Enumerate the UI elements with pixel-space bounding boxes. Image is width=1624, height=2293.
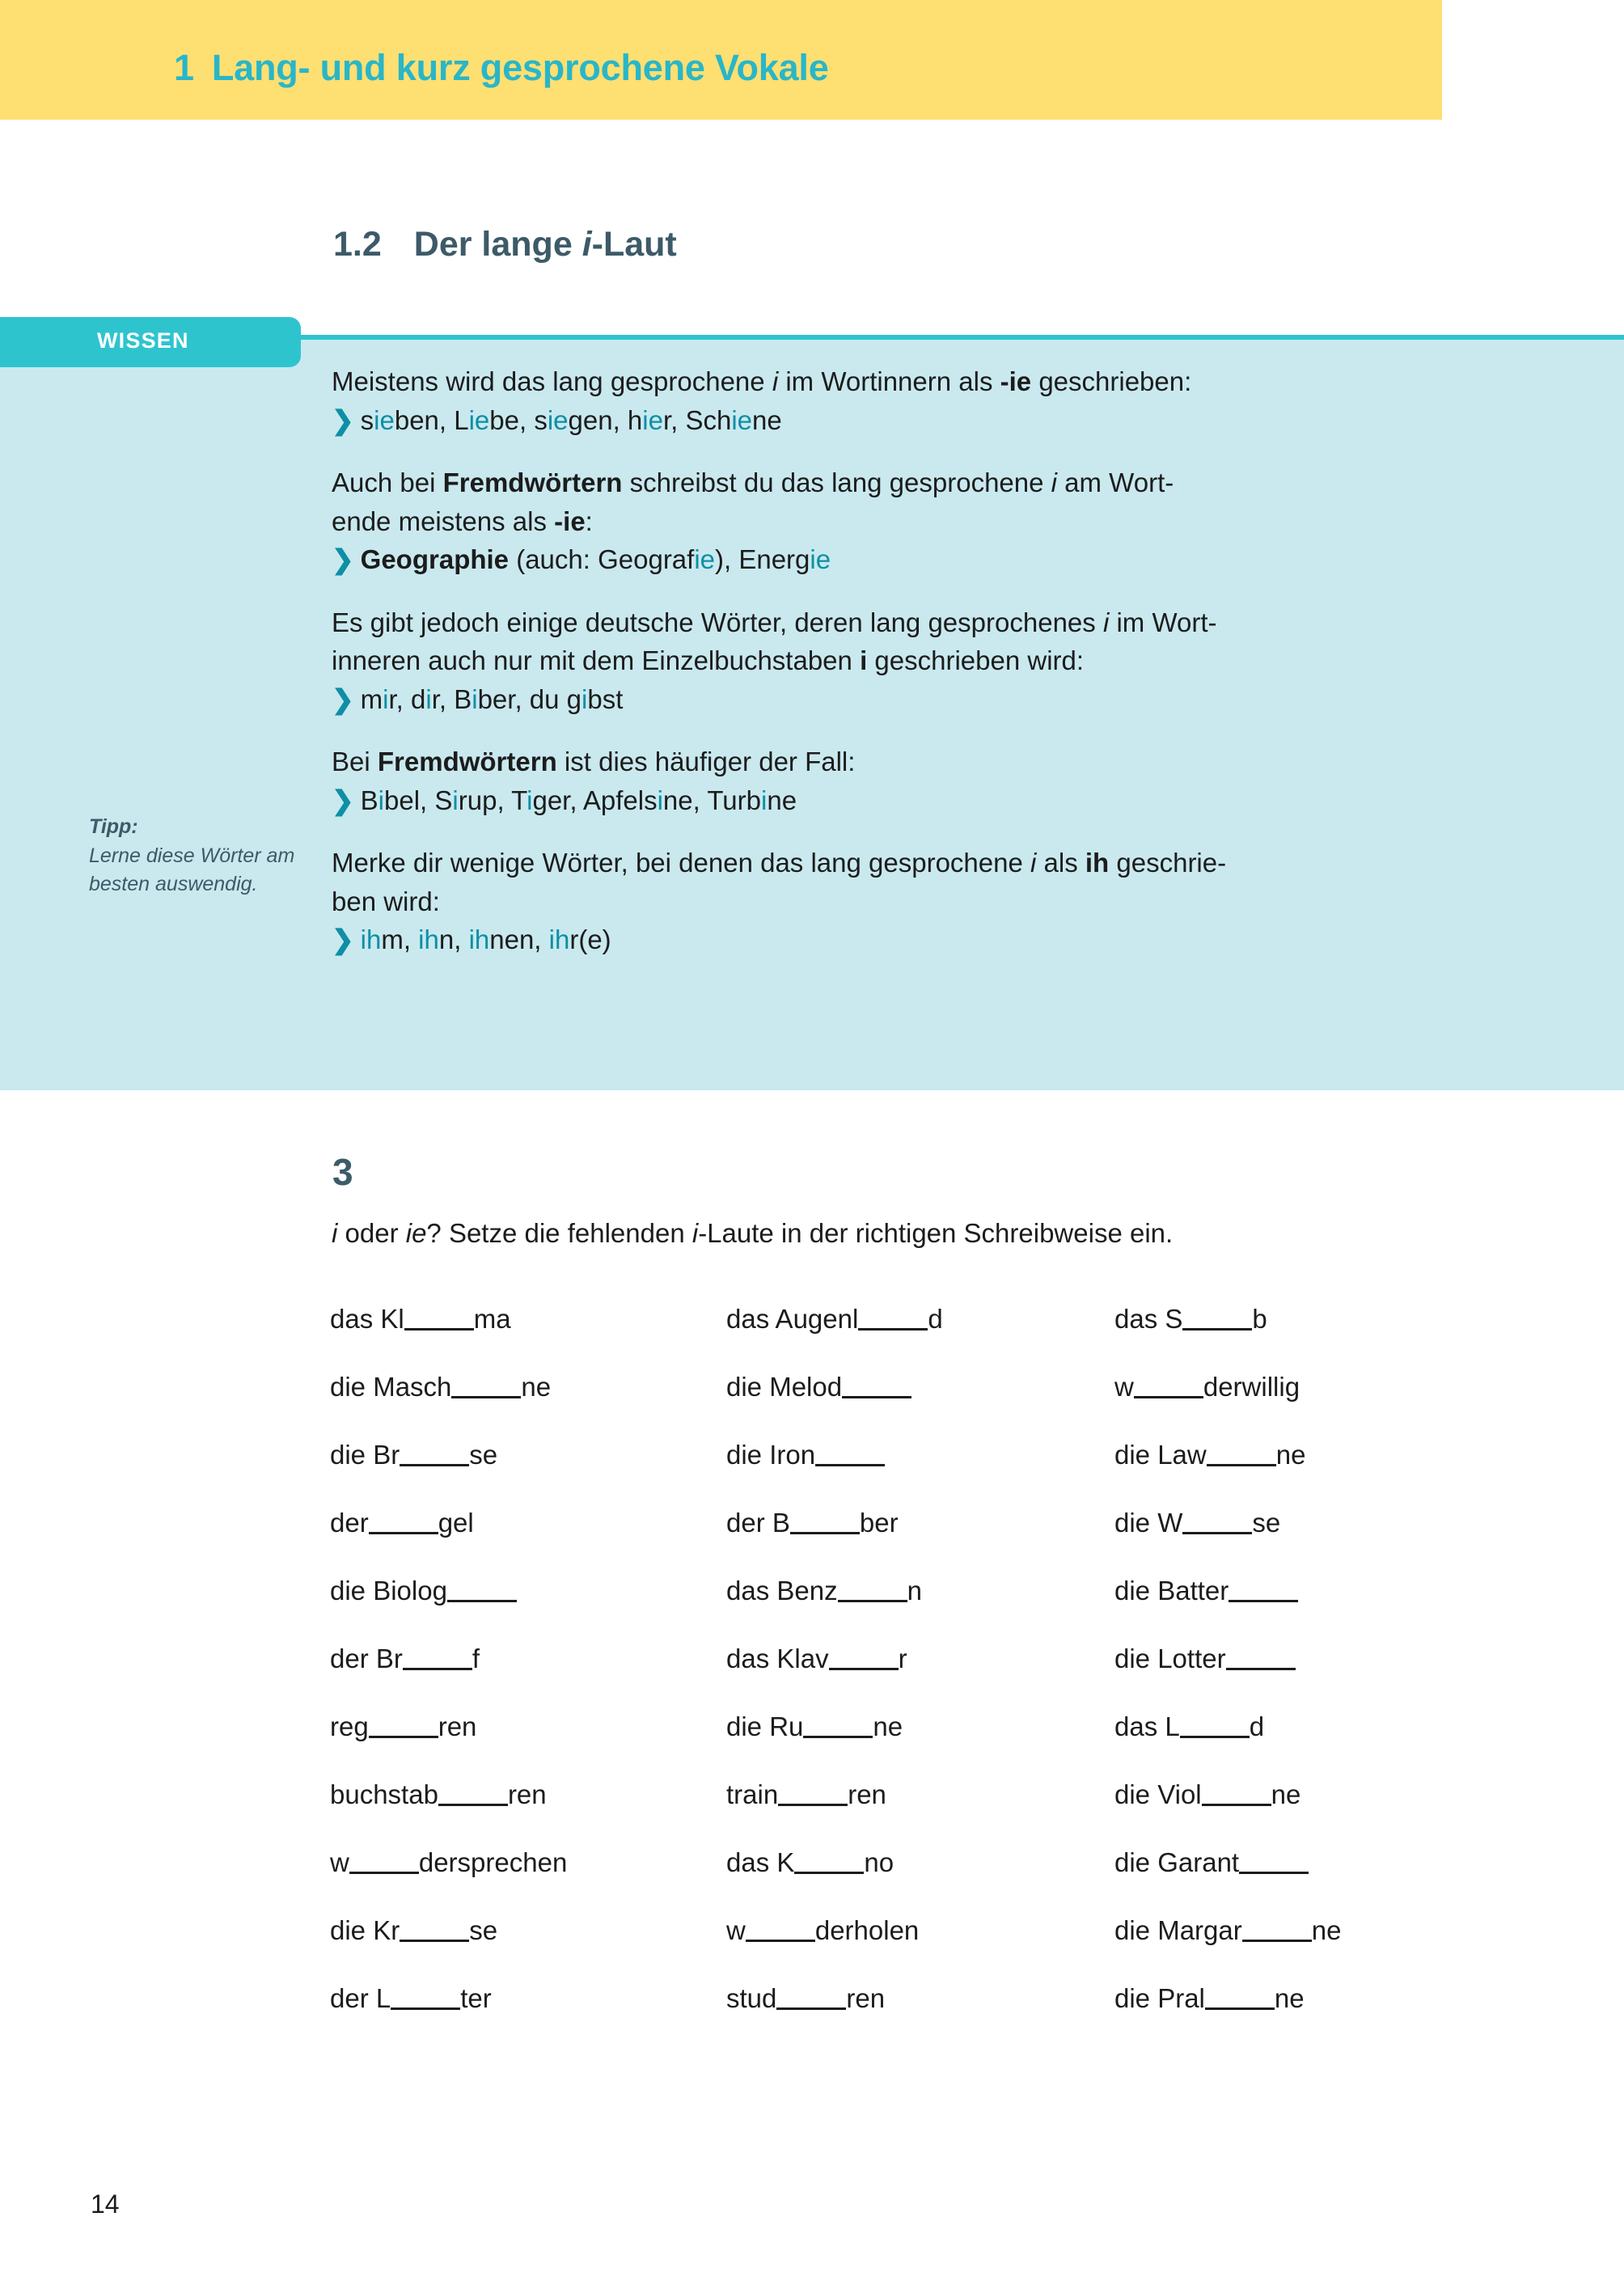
wissen-p3-text-a: Es gibt jedoch einige deutsche Wörter, deren lang gesprochenes	[332, 607, 1103, 637]
exercise-prompt	[332, 1218, 1173, 1249]
exercise-item	[726, 1508, 1114, 1576]
wissen-p2-examples-line	[332, 540, 1480, 579]
wissen-paragraph-5	[332, 844, 1480, 959]
wissen-p4-text-a: Bei	[332, 747, 378, 777]
exercise-item-prefix: die W	[1114, 1508, 1183, 1538]
answer-blank[interactable]	[404, 1304, 474, 1331]
answer-blank[interactable]	[1207, 1440, 1276, 1466]
answer-blank[interactable]	[1239, 1847, 1309, 1874]
answer-blank[interactable]	[838, 1576, 907, 1602]
exercise-item	[726, 1779, 1114, 1847]
answer-blank[interactable]	[400, 1915, 469, 1942]
exercise-item-suffix: d	[928, 1304, 943, 1334]
answer-blank[interactable]	[1134, 1372, 1203, 1398]
wissen-p2-line2-b: :	[585, 506, 593, 536]
exercise-item-suffix: se	[1252, 1508, 1281, 1538]
exercise-item	[330, 1711, 726, 1779]
wissen-p5-em: i	[1030, 848, 1037, 878]
answer-blank[interactable]	[790, 1508, 860, 1534]
answer-blank[interactable]	[829, 1644, 899, 1670]
answer-blank[interactable]	[403, 1644, 472, 1670]
exercise-item-prefix: der Br	[330, 1644, 403, 1673]
chapter-title	[174, 47, 829, 89]
bullet-arrow-icon: ❯	[332, 544, 354, 575]
wissen-p5-examples: ihm, ihn, ihnen, ihr(e)	[360, 924, 611, 955]
exercise-item-prefix: das S	[1114, 1304, 1183, 1334]
wissen-p2-line2-a: ende meistens als	[332, 506, 555, 536]
wissen-tab	[0, 317, 301, 367]
tipp-label: Tipp:	[89, 815, 138, 838]
exercise-item-prefix: die Masch	[330, 1372, 452, 1402]
exercise-number: 3	[332, 1151, 353, 1193]
exercise-item-prefix: die Margar	[1114, 1915, 1242, 1945]
exercise-item-prefix: der B	[726, 1508, 790, 1538]
wissen-p2-line2-bold: -ie	[554, 506, 586, 536]
exercise-item-prefix: die Law	[1114, 1440, 1207, 1470]
exercise-answer-grid	[330, 1304, 1462, 2051]
wissen-p2-em: i	[1051, 467, 1057, 498]
exercise-item-prefix: buchstab	[330, 1779, 438, 1809]
page-number: 14	[91, 2189, 120, 2219]
wissen-p3-line2	[332, 641, 1480, 680]
wissen-paragraph-4	[332, 742, 1480, 819]
exercise-item	[330, 1847, 726, 1915]
wissen-p5-text-c: geschrie-	[1109, 848, 1227, 878]
wissen-p3-examples: mir, dir, Biber, du gibst	[360, 683, 624, 714]
wissen-p1-text-c: geschrieben:	[1031, 366, 1192, 396]
exercise-item	[1114, 1779, 1462, 1847]
exercise-item	[330, 1304, 726, 1372]
exercise-item	[1114, 1644, 1462, 1711]
wissen-p3-line2-b: geschrieben wird:	[867, 645, 1085, 676]
wissen-p3-line2-a: inneren auch nur mit dem Einzelbuchstaben	[332, 645, 861, 676]
exercise-item-prefix: reg	[330, 1711, 369, 1741]
answer-blank[interactable]	[1226, 1644, 1296, 1670]
exercise-item	[726, 1440, 1114, 1508]
wissen-p3-text-b: im Wort-	[1109, 607, 1217, 637]
exercise-item	[1114, 1915, 1462, 1983]
exercise-prompt-c: ie	[405, 1218, 427, 1248]
wissen-p2-line1	[332, 463, 1480, 502]
exercise-item-suffix: ne	[1311, 1915, 1342, 1945]
exercise-item	[330, 1372, 726, 1440]
bullet-arrow-icon: ❯	[332, 683, 354, 714]
exercise-prompt-a: i	[332, 1218, 338, 1248]
answer-blank[interactable]	[1180, 1711, 1250, 1738]
exercise-item	[726, 1372, 1114, 1440]
exercise-item-prefix: w	[726, 1915, 746, 1945]
section-title-suffix: -Laut	[591, 225, 677, 264]
wissen-p5-text-b: als	[1036, 848, 1085, 878]
wissen-p2-text-c: am Wort-	[1057, 467, 1174, 498]
exercise-item-prefix: das K	[726, 1847, 795, 1877]
answer-blank[interactable]	[778, 1779, 848, 1806]
exercise-item	[1114, 1372, 1462, 1440]
exercise-item-suffix: ne	[1275, 1440, 1306, 1470]
wissen-p2-text-a: Auch bei	[332, 467, 443, 498]
wissen-p1-line1	[332, 362, 1480, 401]
exercise-item-prefix: die Melod	[726, 1372, 843, 1402]
answer-blank[interactable]	[369, 1711, 438, 1738]
wissen-p1-em: i	[772, 366, 779, 396]
section-title-prefix: Der lange	[413, 225, 582, 264]
wissen-p2-text-b: schreibst du das lang gesprochene	[622, 467, 1051, 498]
tipp-text: Lerne diese Wörter am besten auswendig.	[89, 844, 295, 895]
wissen-p1-bold: -ie	[1000, 366, 1032, 396]
answer-blank[interactable]	[776, 1983, 846, 2010]
exercise-item-prefix: die Iron	[726, 1440, 816, 1470]
wissen-p5-bold: ih	[1085, 848, 1110, 878]
wissen-p1-text-b: im Wortinnern als	[778, 366, 1000, 396]
answer-blank[interactable]	[1242, 1915, 1312, 1942]
exercise-item-prefix: das Benz	[726, 1576, 838, 1606]
exercise-item	[330, 1983, 726, 2051]
exercise-item-suffix: f	[472, 1644, 480, 1673]
wissen-body	[332, 362, 1480, 959]
exercise-item-suffix: ber	[859, 1508, 899, 1538]
exercise-item	[726, 1847, 1114, 1915]
wissen-p3-em: i	[1102, 607, 1110, 637]
exercise-item	[330, 1644, 726, 1711]
wissen-p3-line2-bold: i	[860, 645, 868, 676]
exercise-item-prefix: der L	[330, 1983, 391, 2013]
wissen-p5-line2-a: ben wird:	[332, 886, 440, 916]
exercise-item	[1114, 1576, 1462, 1644]
exercise-item	[726, 1304, 1114, 1372]
answer-blank[interactable]	[451, 1372, 521, 1398]
answer-blank[interactable]	[1202, 1779, 1271, 1806]
exercise-item-suffix: ren	[507, 1779, 547, 1809]
exercise-item-prefix: die Lotter	[1114, 1644, 1226, 1673]
section-number: 1.2	[333, 225, 382, 264]
wissen-p1-examples: sieben, Liebe, siegen, hier, Schiene	[360, 404, 782, 435]
exercise-item-suffix: se	[469, 1915, 498, 1945]
answer-blank[interactable]	[369, 1508, 438, 1534]
wissen-tab-label: WISSEN	[97, 328, 189, 353]
exercise-item-suffix: ne	[873, 1711, 903, 1741]
exercise-item-suffix: r	[898, 1644, 907, 1673]
wissen-paragraph-1	[332, 362, 1480, 439]
exercise-item-prefix: w	[330, 1847, 349, 1877]
wissen-p1-text-a: Meistens wird das lang gesprochene	[332, 366, 772, 396]
exercise-item-suffix: dersprechen	[418, 1847, 568, 1877]
exercise-item	[726, 1711, 1114, 1779]
exercise-item-suffix: ter	[460, 1983, 492, 2013]
answer-blank[interactable]	[1229, 1576, 1298, 1602]
exercise-item-suffix: ne	[521, 1372, 552, 1402]
exercise-item-suffix: ren	[848, 1779, 886, 1809]
exercise-item-suffix: ma	[473, 1304, 511, 1334]
wissen-paragraph-2	[332, 463, 1480, 579]
wissen-p2-line2	[332, 502, 1480, 541]
exercise-prompt-e: i	[691, 1218, 699, 1248]
wissen-p5-line2	[332, 882, 1480, 921]
exercise-item-prefix: stud	[726, 1983, 777, 2013]
exercise-item-prefix: die Viol	[1114, 1779, 1202, 1809]
exercise-item-prefix: die Kr	[330, 1915, 400, 1945]
exercise-item-prefix: w	[1114, 1372, 1134, 1402]
exercise-item-suffix: gel	[438, 1508, 474, 1538]
chapter-title-text: Lang- und kurz gesprochene Vokale	[211, 47, 829, 88]
exercise-item	[726, 1576, 1114, 1644]
exercise-item-prefix: train	[726, 1779, 779, 1809]
exercise-item-prefix: das Augenl	[726, 1304, 859, 1334]
exercise-prompt-f: -Laute in der richtigen Schreibweise ein.	[698, 1218, 1174, 1248]
exercise-item-suffix: ne	[1271, 1779, 1301, 1809]
exercise-item	[1114, 1983, 1462, 2051]
answer-blank[interactable]	[746, 1915, 815, 1942]
exercise-item-prefix: die Pral	[1114, 1983, 1205, 2013]
answer-blank[interactable]	[400, 1440, 469, 1466]
answer-blank[interactable]	[1205, 1983, 1275, 2010]
answer-blank[interactable]	[349, 1847, 419, 1874]
wissen-p5-line1	[332, 844, 1480, 882]
exercise-item-suffix: n	[907, 1576, 922, 1606]
exercise-item-suffix: ren	[846, 1983, 886, 2013]
exercise-item-prefix: die Biolog	[330, 1576, 447, 1606]
exercise-item-prefix: das Klav	[726, 1644, 829, 1673]
wissen-p3-examples-line	[332, 680, 1480, 719]
exercise-item-suffix: derwillig	[1203, 1372, 1300, 1402]
exercise-item	[726, 1644, 1114, 1711]
wissen-p4-examples-line	[332, 781, 1480, 820]
section-title-emphasis: i	[582, 225, 592, 264]
exercise-item	[1114, 1440, 1462, 1508]
exercise-item-suffix: no	[864, 1847, 894, 1877]
exercise-item-prefix: die Batter	[1114, 1576, 1229, 1606]
wissen-p2-examples: Geographie (auch: Geografie), Energie	[360, 544, 831, 575]
bullet-arrow-icon: ❯	[332, 924, 354, 955]
wissen-p2-bold: Fremdwörtern	[442, 467, 623, 498]
exercise-item	[726, 1983, 1114, 2051]
answer-blank[interactable]	[815, 1440, 885, 1466]
exercise-item	[330, 1779, 726, 1847]
answer-blank[interactable]	[1182, 1304, 1252, 1331]
exercise-item-prefix: die Garant	[1114, 1847, 1240, 1877]
exercise-item-suffix: se	[469, 1440, 498, 1470]
exercise-item-prefix: das L	[1114, 1711, 1180, 1741]
exercise-item	[330, 1915, 726, 1983]
exercise-item	[1114, 1847, 1462, 1915]
exercise-item-suffix: derholen	[814, 1915, 920, 1945]
wissen-p5-examples-line	[332, 920, 1480, 959]
exercise-item	[726, 1915, 1114, 1983]
wissen-box	[0, 340, 1624, 1090]
wissen-top-rule	[301, 335, 1624, 340]
wissen-p1-examples-line	[332, 401, 1480, 440]
answer-blank[interactable]	[391, 1983, 460, 2010]
answer-blank[interactable]	[803, 1711, 873, 1738]
exercise-item	[1114, 1304, 1462, 1372]
wissen-p5-text-a: Merke dir wenige Wörter, bei denen das lang gesprochene	[332, 848, 1031, 878]
exercise-item-suffix: b	[1252, 1304, 1267, 1334]
answer-blank[interactable]	[447, 1576, 517, 1602]
wissen-p4-text-b: ist dies häufiger der Fall:	[556, 747, 856, 777]
wissen-p4-examples: Bibel, Sirup, Tiger, Apfelsine, Turbine	[360, 785, 797, 815]
exercise-item-prefix: die Br	[330, 1440, 400, 1470]
exercise-item-suffix: ne	[1274, 1983, 1305, 2013]
exercise-item-suffix: ren	[438, 1711, 477, 1741]
exercise-item-prefix: die Ru	[726, 1711, 804, 1741]
bullet-arrow-icon: ❯	[332, 785, 354, 815]
tipp-block	[89, 813, 315, 899]
answer-blank[interactable]	[858, 1304, 928, 1331]
answer-blank[interactable]	[842, 1372, 911, 1398]
wissen-p3-line1	[332, 603, 1480, 642]
section-heading	[333, 225, 677, 264]
exercise-prompt-b: oder	[337, 1218, 406, 1248]
wissen-p4-bold: Fremdwörtern	[377, 747, 557, 777]
exercise-item-prefix: der	[330, 1508, 369, 1538]
exercise-item-prefix: das Kl	[330, 1304, 404, 1334]
wissen-paragraph-3	[332, 603, 1480, 719]
answer-blank[interactable]	[794, 1847, 864, 1874]
exercise-item	[330, 1576, 726, 1644]
bullet-arrow-icon: ❯	[332, 404, 354, 435]
wissen-p4-line1	[332, 742, 1480, 781]
answer-blank[interactable]	[438, 1779, 508, 1806]
answer-blank[interactable]	[1182, 1508, 1252, 1534]
exercise-item	[1114, 1508, 1462, 1576]
exercise-prompt-d: ? Setze die fehlenden	[426, 1218, 692, 1248]
exercise-item	[330, 1508, 726, 1576]
chapter-number: 1	[174, 47, 194, 88]
exercise-item	[330, 1440, 726, 1508]
exercise-item	[1114, 1711, 1462, 1779]
exercise-item-suffix: d	[1249, 1711, 1265, 1741]
